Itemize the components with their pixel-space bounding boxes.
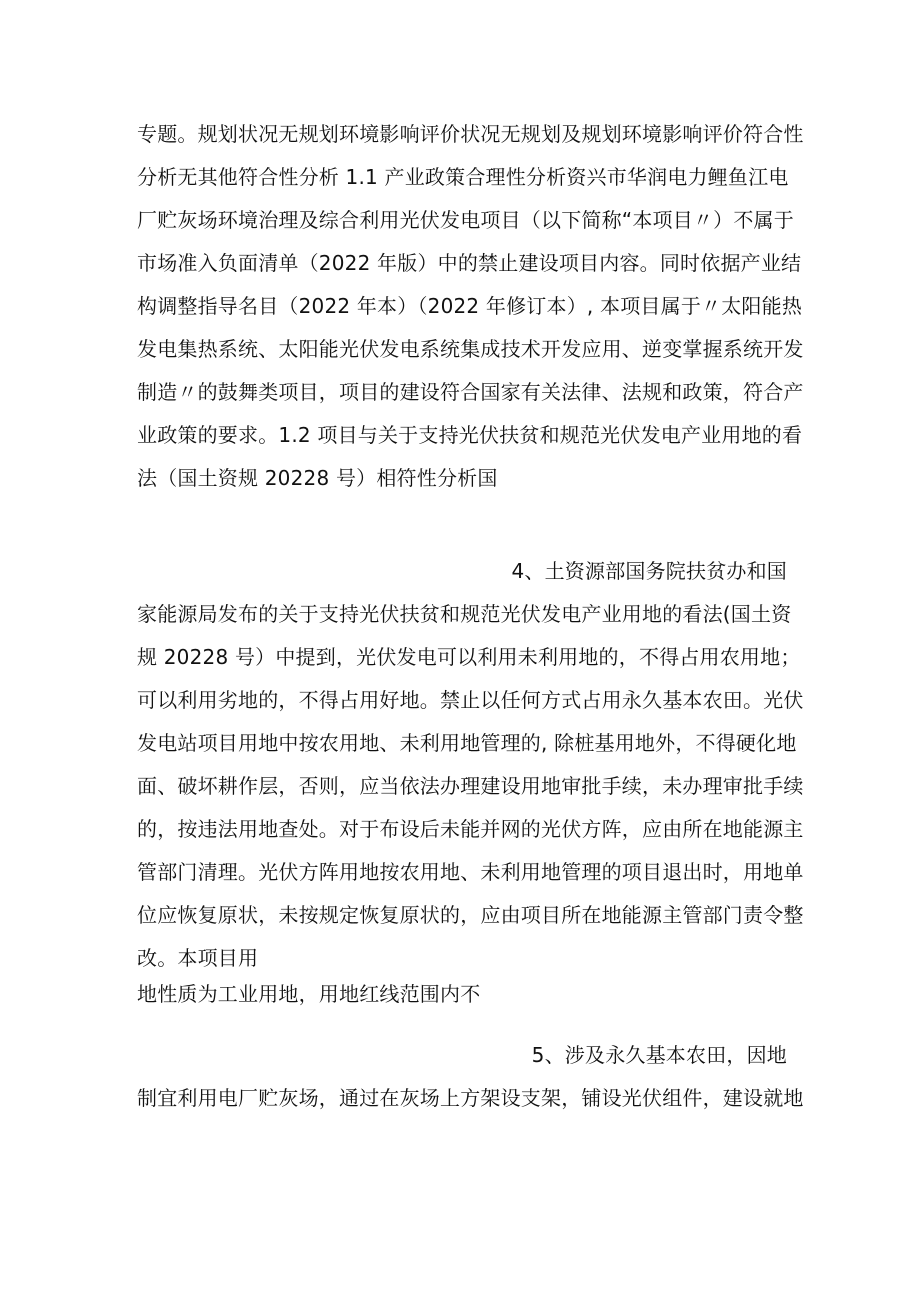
text-line: 发电站项目用地中按农用地、未利用地管理的, 除桩基用地外，不得硬化地: [137, 731, 797, 755]
text-line: 厂贮灰场环境治理及综合利用光伏发电项目（以下简称“本项目〃）不属于: [137, 208, 794, 232]
section-heading-4: 4、土资源部国务院扶贫办和国: [511, 559, 787, 583]
text-line: 构调整指导名目（2022 年本）（2022 年修订本）, 本项目属于〃太阳能热: [137, 294, 803, 318]
text-line: 管部门清理。光伏方阵用地按农用地、未利用地管理的项目退出时，用地单: [137, 860, 804, 884]
text-line: 分析无其他符合性分析 1.1 产业政策合理性分析资兴市华润电力鲤鱼江电: [137, 165, 789, 189]
text-line: 法（国土资规 20228 号）相符性分析国: [137, 466, 498, 490]
text-line: 改。本项目用: [137, 946, 259, 970]
text-line: 制宜利用电厂贮灰场，通过在灰场上方架设支架，铺设光伏组件，建设就地: [137, 1086, 804, 1110]
text-line: 市场准入负面清单（2022 年版）中的禁止建设项目内容。同时依据产业结: [137, 251, 802, 275]
text-line: 业政策的要求。1.2 项目与关于支持光伏扶贫和规范光伏发电产业用地的看: [137, 423, 803, 447]
text-line: 的，按违法用地查处。对于布设后未能并网的光伏方阵，应由所在地能源主: [137, 817, 804, 841]
text-line: 家能源局发布的关于支持光伏扶贫和规范光伏发电产业用地的看法(国土资: [137, 602, 792, 626]
text-line: 制造〃的鼓舞类项目，项目的建设符合国家有关法律、法规和政策，符合产: [137, 380, 804, 404]
text-line: 面、破坏耕作层，否则，应当依法办理建设用地审批手续，未办理审批手续: [137, 774, 804, 798]
text-line: 专题。规划状况无规划环境影响评价状况无规划及规划环境影响评价符合性: [137, 122, 804, 146]
text-line: 位应恢复原状，未按规定恢复原状的，应由项目所在地能源主管部门责令整: [137, 903, 804, 927]
text-line: 可以利用劣地的，不得占用好地。禁止以任何方式占用永久基本农田。光伏: [137, 688, 804, 712]
text-line: 规 20228 号）中提到，光伏发电可以利用未利用地的，不得占用农用地；: [137, 645, 801, 669]
text-line: 地性质为工业用地，用地红线范围内不: [137, 982, 481, 1006]
text-line: 发电集热系统、太阳能光伏发电系统集成技术开发应用、逆变掌握系统开发: [137, 337, 804, 361]
section-heading-5: 5、涉及永久基本农田，因地: [531, 1043, 787, 1067]
